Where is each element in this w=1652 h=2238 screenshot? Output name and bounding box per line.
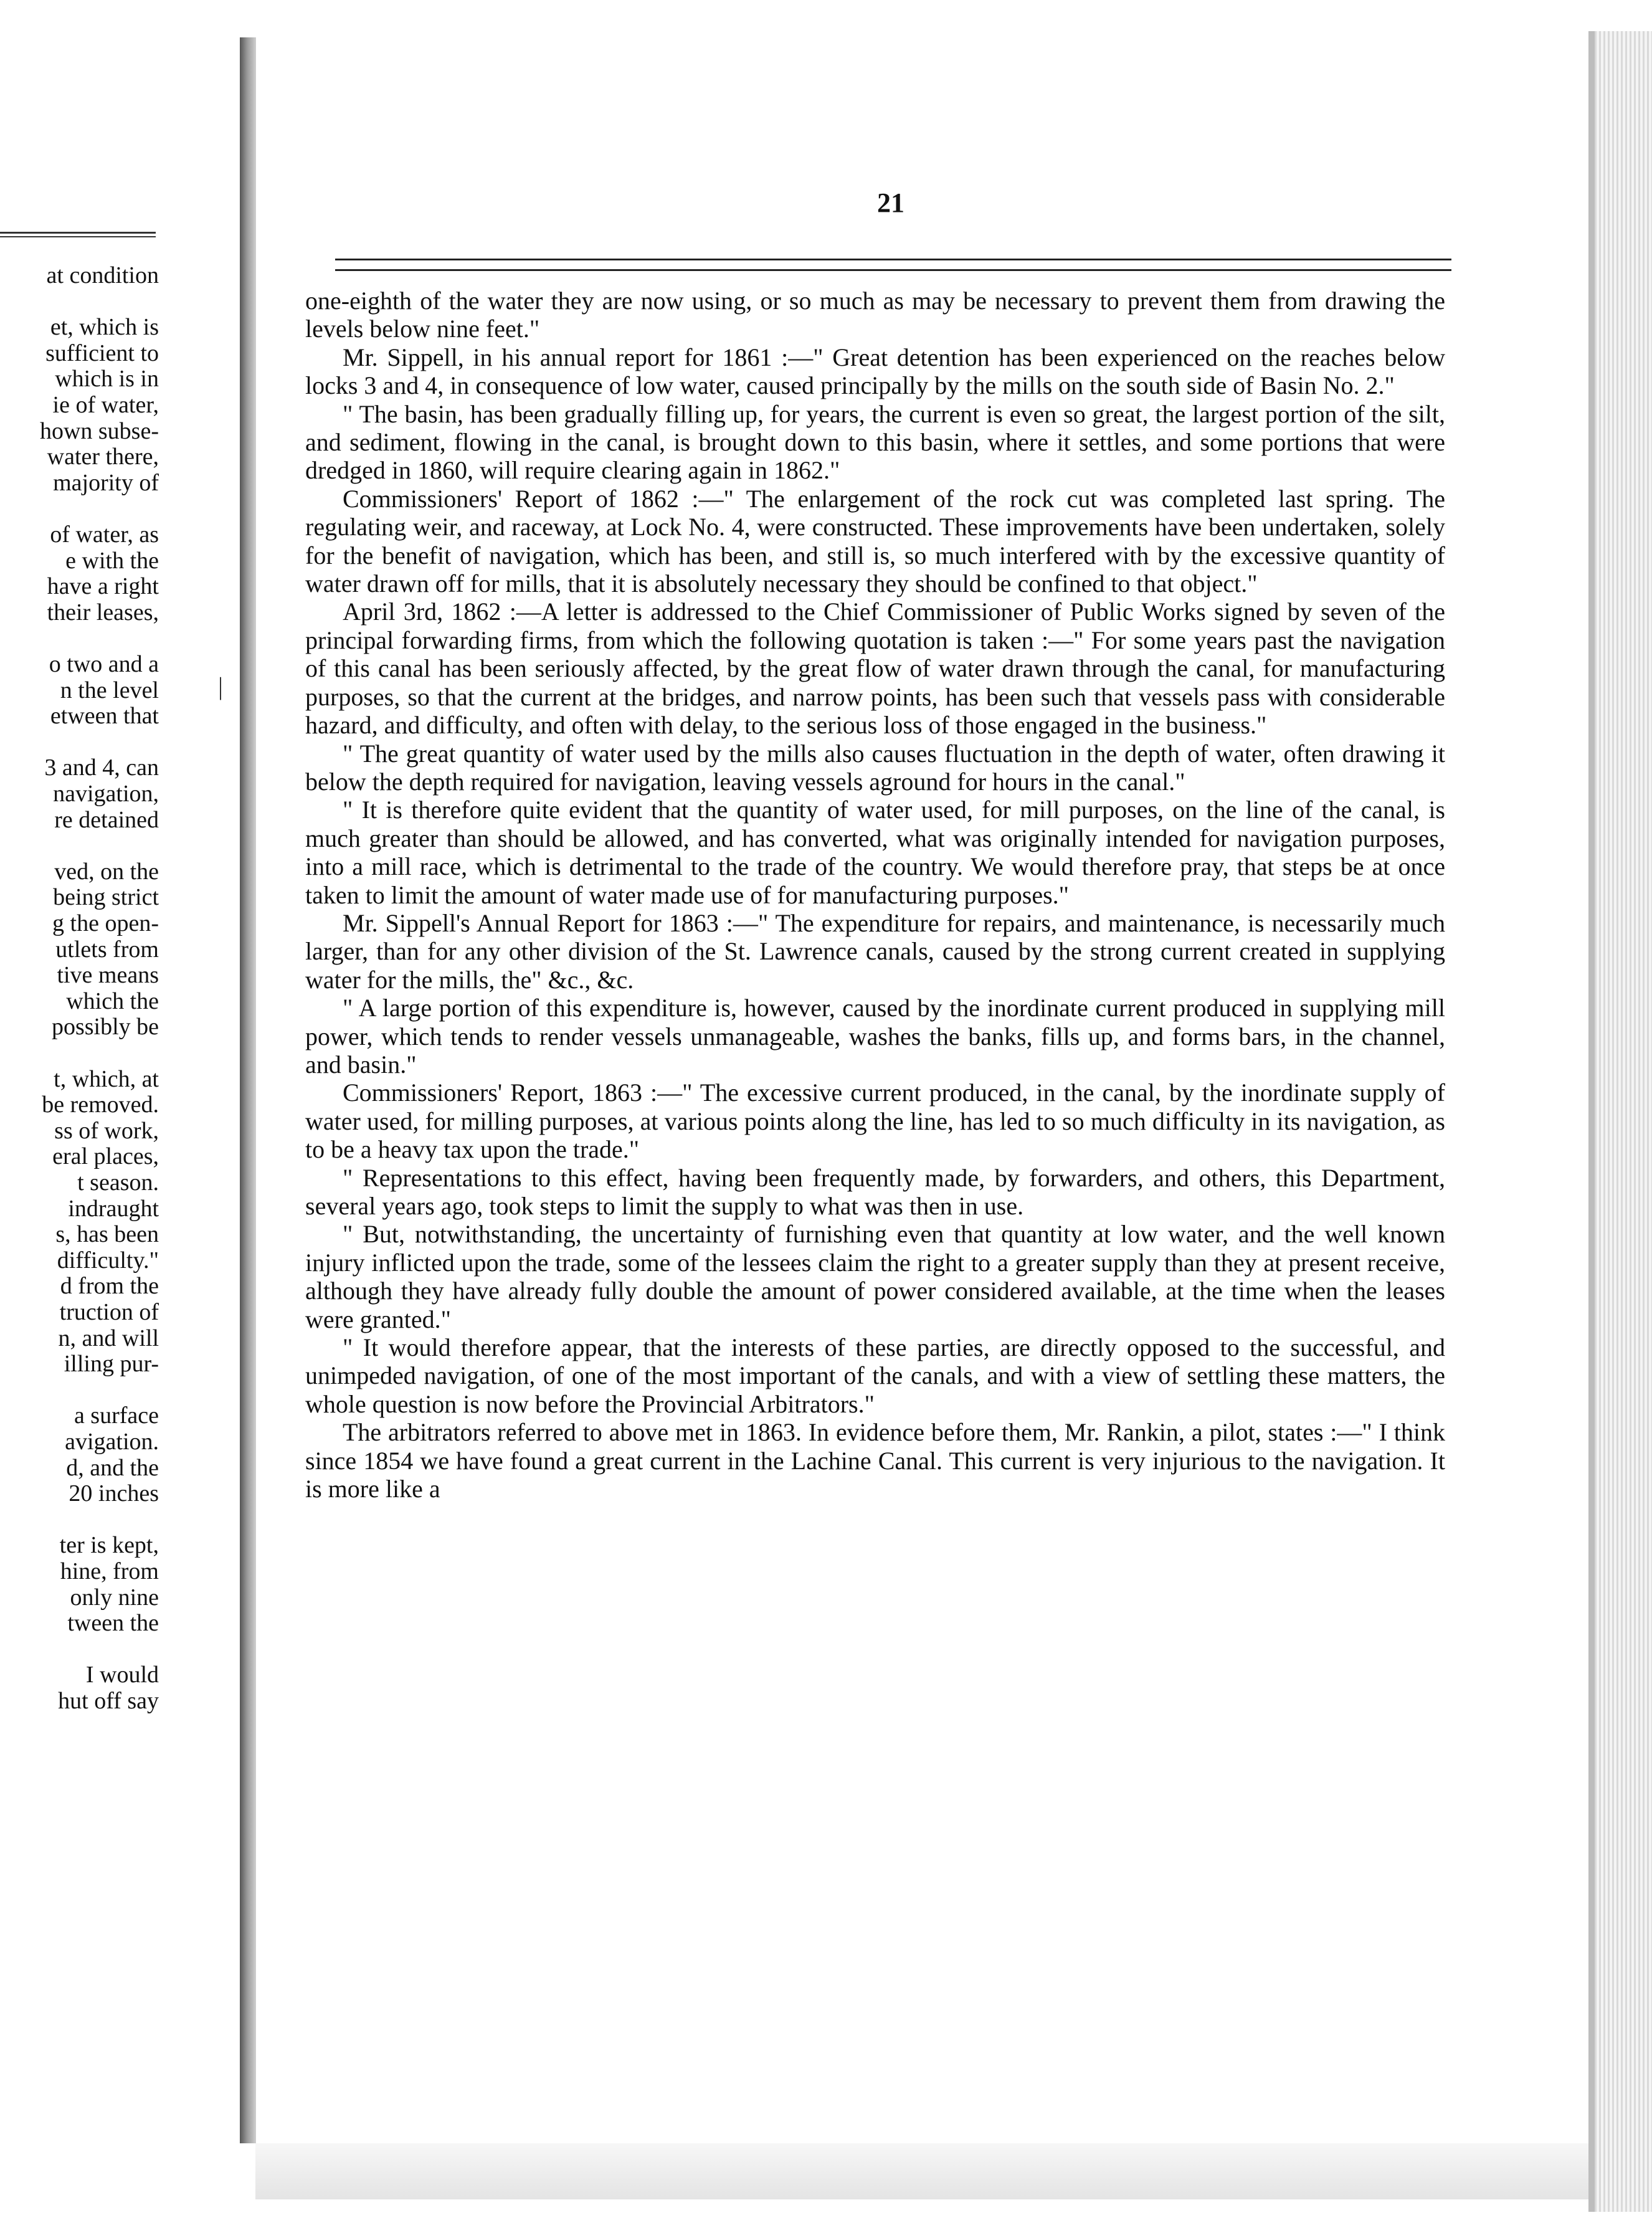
left-page-line: s, has been bbox=[55, 1221, 159, 1248]
left-page-line: hut off say bbox=[58, 1688, 159, 1714]
page-body bbox=[305, 287, 1445, 1503]
left-page-line: which is in bbox=[55, 366, 159, 393]
left-page-line: 20 inches bbox=[69, 1480, 159, 1507]
left-page-line: utlets from bbox=[55, 936, 159, 963]
left-page-line: d, and the bbox=[66, 1454, 159, 1481]
left-page-line: g the open- bbox=[52, 910, 159, 936]
paragraph: " A large portion of this expenditure is, however, caused by the inordinate current produced in supplying mill power, which tends to render vessels unmanageable, washes the banks, fills up, and forms bars, in the channel, and basin." bbox=[305, 994, 1445, 1079]
left-page-line: which the bbox=[66, 988, 159, 1014]
paragraph: Commissioners' Report, 1863 :—" The excessive current produced, in the canal, by the inordinate supply of water used, for milling purposes, at various points along the line, has led to so much difficulty in its navigation, as to be a heavy tax upon the trade." bbox=[305, 1079, 1445, 1164]
paragraph: Mr. Sippell, in his annual report for 1861 :—" Great detention has been experienced on the reaches below locks 3 and 4, in consequence of low water, caused principally by the mills on the south side of Basin No. 2." bbox=[305, 343, 1445, 400]
left-page-line: ter is kept, bbox=[59, 1532, 159, 1559]
paragraph: Commissioners' Report of 1862 :—" The enlargement of the rock cut was completed last spring. The regulating weir, and raceway, at Lock No. 4, were constructed. These improvements have been undertaken, solely for the benefit of navigation, which has been, and still is, so much interfered with by the excessive quantity of water drawn off for mills, that it is absolutely necessary they should be confined to that object." bbox=[305, 484, 1445, 598]
left-page-line: e with the bbox=[65, 547, 159, 574]
paragraph: " It is therefore quite evident that the quantity of water used, for mill purposes, on the line of the canal, is much greater than should be allowed, and has converted, what was originally intended for navigation purposes, into a mill race, which is detrimental to the trade of the country. We would therefore pray, that steps be at once taken to limit the amount of water made use of for manufacturing purposes." bbox=[305, 796, 1445, 909]
left-page-line: of water, as bbox=[50, 521, 159, 548]
left-page-line: n the level bbox=[60, 677, 159, 703]
page-number: 21 bbox=[877, 188, 904, 218]
left-page-fragment bbox=[0, 0, 237, 2238]
left-page-line: majority of bbox=[53, 469, 159, 496]
left-page-rule bbox=[0, 232, 156, 237]
left-page-line: their leases, bbox=[47, 599, 159, 626]
left-page-line: t season. bbox=[77, 1169, 159, 1196]
left-page-line: sufficient to bbox=[45, 340, 159, 366]
left-page-line: ved, on the bbox=[54, 858, 159, 885]
left-page-line: re detained bbox=[54, 806, 159, 833]
paragraph: " It would therefore appear, that the interests of these parties, are directly opposed to the successful, and unimpeded navigation, of one of the most important of the canals, and with a view of settling these matters, the whole question is now before the Provincial Arbitrators." bbox=[305, 1333, 1445, 1418]
left-page-line: difficulty." bbox=[57, 1247, 159, 1274]
left-page-line: illing pur- bbox=[64, 1351, 159, 1378]
left-page-line: be removed. bbox=[42, 1092, 159, 1118]
paragraph: one-eighth of the water they are now using, or so much as may be necessary to prevent them from drawing the levels below nine feet." bbox=[305, 287, 1445, 343]
paragraph: " The basin, has been gradually filling up, for years, the current is even so great, the largest portion of the silt, and sediment, flowing in the canal, is brought down to this basin, where it settles, and some portions that were dredged in 1860, will require clearing again in 1862." bbox=[305, 399, 1445, 485]
left-page-line: avigation. bbox=[65, 1429, 159, 1455]
left-page-line: a surface bbox=[74, 1402, 159, 1429]
left-page-line: tive means bbox=[57, 962, 159, 989]
left-page-line: hine, from bbox=[60, 1558, 159, 1584]
left-page-line: indraught bbox=[68, 1195, 159, 1222]
paragraph: April 3rd, 1862 :—A letter is addressed to the Chief Commissioner of Public Works signed by seven of the principal forwarding firms, from which the following quotation is taken :—" For some years past the navigation of this canal has been seriously affected, by the great flow of water drawn through the canal, for manufacturing purposes, so that the current at the bridges, and narrow points, has been such that vessels pass with considerable hazard, and difficulty, and often with delay, to the serious loss of those engaged in the business." bbox=[305, 598, 1445, 740]
left-page-line: at condition bbox=[46, 262, 159, 288]
page-bottom-shadow bbox=[255, 2143, 1588, 2199]
left-page-line: 3 and 4, can bbox=[44, 755, 159, 781]
left-page-line: o two and a bbox=[49, 651, 159, 677]
left-page-line: have a right bbox=[47, 573, 159, 600]
margin-mark: | bbox=[218, 672, 224, 700]
paragraph: Mr. Sippell's Annual Report for 1863 :—" The expenditure for repairs, and maintenance, is necessarily much larger, than for any other division of the St. Lawrence canals, caused by the strong current created in supplying water for the mills, the" &c., &c. bbox=[305, 908, 1445, 994]
book-gutter bbox=[240, 37, 256, 2143]
left-page-line: navigation, bbox=[53, 781, 159, 807]
left-page-line: water there, bbox=[47, 444, 159, 470]
left-page-line: n, and will bbox=[58, 1325, 159, 1351]
left-page-line: eral places, bbox=[52, 1143, 159, 1170]
paragraph: " The great quantity of water used by the mills also causes fluctuation in the depth of water, often drawing it below the depth required for navigation, leaving vessels aground for hours in the canal." bbox=[305, 739, 1445, 796]
left-page-line: ss of work, bbox=[54, 1117, 159, 1144]
paragraph: " Representations to this effect, having been frequently made, by forwarders, and others, this Department, several years ago, took steps to limit the supply to what was then in use. bbox=[305, 1163, 1445, 1220]
left-page-line: et, which is bbox=[50, 314, 159, 341]
paragraph: " But, notwithstanding, the uncertainty of furnishing even that quantity at low water, and the well known injury inflicted upon the trade, some of the lessees claim the right to a greater supply than they at present receive, although they have already fully double the amount of power considered available, at the time when the leases were granted." bbox=[305, 1220, 1445, 1333]
page-stack-edge bbox=[1595, 31, 1652, 2212]
paragraph: The arbitrators referred to above met in 1863. In evidence before them, Mr. Rankin, a pilot, states :—" I think since 1854 we have found a great current in the Lachine Canal. This current is very injurious to the navigation. It is more like a bbox=[305, 1418, 1445, 1503]
left-page-line: etween that bbox=[50, 703, 159, 730]
left-page-line: tween the bbox=[67, 1610, 159, 1637]
left-page-line: I would bbox=[85, 1662, 159, 1688]
left-page-line: hown subse- bbox=[39, 417, 159, 444]
left-page-line: ie of water, bbox=[52, 392, 159, 418]
left-page-line: truction of bbox=[59, 1299, 159, 1325]
left-page-line: possibly be bbox=[51, 1014, 159, 1040]
left-page-line: t, which, at bbox=[54, 1065, 159, 1092]
left-page-line: only nine bbox=[70, 1584, 159, 1611]
left-page-line: being strict bbox=[53, 884, 159, 911]
header-rule bbox=[335, 259, 1451, 271]
left-page-line: d from the bbox=[60, 1273, 159, 1300]
